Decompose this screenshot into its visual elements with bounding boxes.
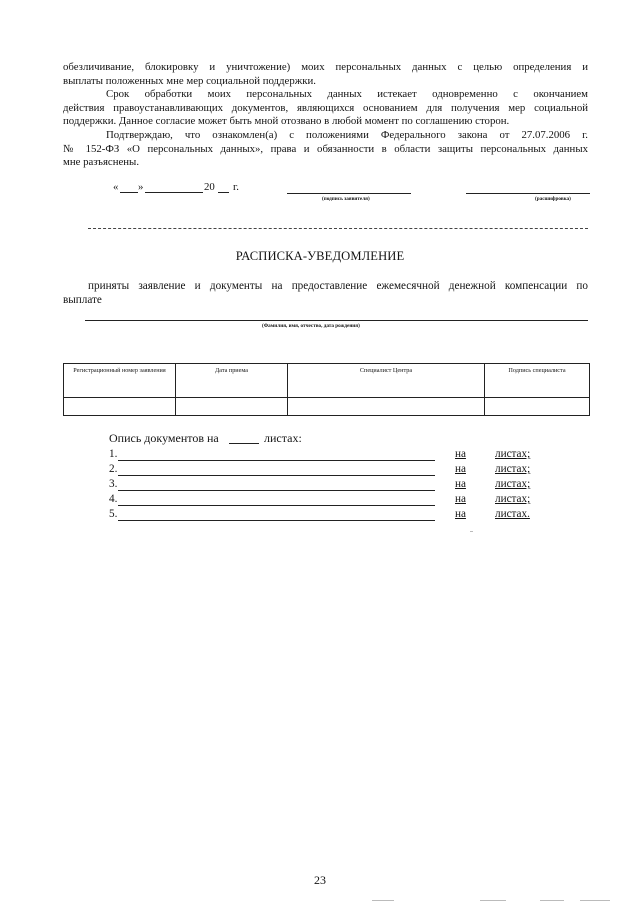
inventory-row-4: [109, 493, 549, 507]
inventory-row-sheets: листах;: [495, 493, 531, 505]
inventory-row-blank[interactable]: [118, 490, 435, 491]
table-header-row: [64, 364, 590, 398]
inventory-row-number: 2.: [109, 463, 118, 475]
year-blank[interactable]: [218, 192, 229, 193]
header-specialist: Специалист Центра: [288, 364, 485, 398]
paragraph-3-line-3: мне разъяснены.: [63, 156, 140, 169]
inventory-heading-end: листах:: [264, 431, 302, 445]
scan-speck: [470, 531, 473, 532]
header-specialist-signature: Подпись специалиста: [485, 364, 590, 398]
inventory-row-sheets: листах;: [495, 478, 531, 490]
month-blank[interactable]: [145, 192, 203, 193]
inventory-row-number: 3.: [109, 478, 118, 490]
cell-specialist[interactable]: [288, 398, 485, 416]
inventory-row-na: на: [455, 493, 466, 505]
registration-table: [63, 363, 590, 416]
paragraph-1-line-2: выплаты положенных мне мер социальной поддержки.: [63, 74, 316, 87]
inventory-sheets-blank[interactable]: [229, 443, 259, 444]
inventory-row-blank[interactable]: [118, 460, 435, 461]
inventory-row-number: 1.: [109, 448, 118, 460]
paragraph-2-line-1: Срок обработки моих персональных данных истекает одновременно с окончанием: [106, 88, 588, 101]
inventory-row-na: на: [455, 463, 466, 475]
inventory-row-blank[interactable]: [118, 520, 435, 521]
paragraph-2-line-2: действия правоустанавливающих документов, являющихся основанием для получения мер социальной: [63, 101, 588, 114]
inventory-row-sheets: листах;: [495, 448, 531, 460]
inventory-heading-start: Опись документов на: [109, 431, 219, 445]
scan-speck: [540, 900, 564, 901]
cell-date-received[interactable]: [176, 398, 288, 416]
applicant-name-caption: (Фамилия, имя, отчество, дата рождения): [262, 323, 360, 329]
cut-line: [88, 228, 588, 229]
paragraph-3-line-2: № 152-ФЗ «О персональных данных», права и обязанности в области защиты персональных данных: [63, 142, 588, 155]
inventory-row-number: 4.: [109, 493, 118, 505]
scan-speck: [372, 900, 394, 901]
decoding-blank[interactable]: [466, 193, 590, 194]
day-blank[interactable]: [120, 192, 138, 193]
inventory-row-na: на: [455, 478, 466, 490]
scan-speck: [480, 900, 506, 901]
paragraph-2-line-3: поддержки. Данное согласие может быть мной отозвано в любой момент по соглашению сторон.: [63, 115, 510, 128]
inventory-row-na: на: [455, 448, 466, 460]
inventory-row-3: [109, 478, 549, 492]
table-row: [64, 398, 590, 416]
receipt-text-line-1: приняты заявление и документы на предоставление ежемесячной денежной компенсации по: [88, 280, 588, 292]
inventory-row-sheets: листах;: [495, 463, 531, 475]
inventory-row-na: на: [455, 508, 466, 520]
paragraph-3-line-1: Подтверждаю, что ознакомлен(а) с положениями Федерального закона от 27.07.2006 г.: [106, 129, 588, 141]
receipt-text-line-2: выплате: [63, 294, 102, 306]
cell-registration-number[interactable]: [64, 398, 176, 416]
inventory-row-1: [109, 448, 549, 462]
inventory-row-number: 5.: [109, 508, 118, 520]
inventory-row-sheets: листах.: [495, 508, 530, 520]
year-suffix: г.: [233, 181, 239, 193]
signature-blank[interactable]: [287, 193, 411, 194]
inventory-row-blank[interactable]: [118, 505, 435, 506]
date-quote-open: «: [113, 181, 119, 193]
inventory-row-blank[interactable]: [118, 475, 435, 476]
applicant-name-blank[interactable]: [85, 320, 588, 321]
year-prefix: 20: [204, 181, 215, 193]
header-registration-number: Регистрационный номер заявления: [64, 364, 176, 398]
paragraph-1-line-1: обезличивание, блокировку и уничтожение) моих персональных данных с целью определения и: [63, 61, 588, 73]
header-date-received: Дата приема: [176, 364, 288, 398]
signature-caption: (подпись заявителя): [322, 196, 370, 202]
receipt-title: РАСПИСКА-УВЕДОМЛЕНИЕ: [235, 249, 405, 263]
page-number: 23: [314, 873, 326, 887]
date-quote-close: »: [138, 181, 144, 193]
scan-speck: [580, 900, 610, 901]
cell-specialist-signature[interactable]: [485, 398, 590, 416]
inventory-row-2: [109, 463, 549, 477]
inventory-row-5: [109, 508, 549, 522]
decoding-caption: (расшифровка): [535, 196, 571, 202]
